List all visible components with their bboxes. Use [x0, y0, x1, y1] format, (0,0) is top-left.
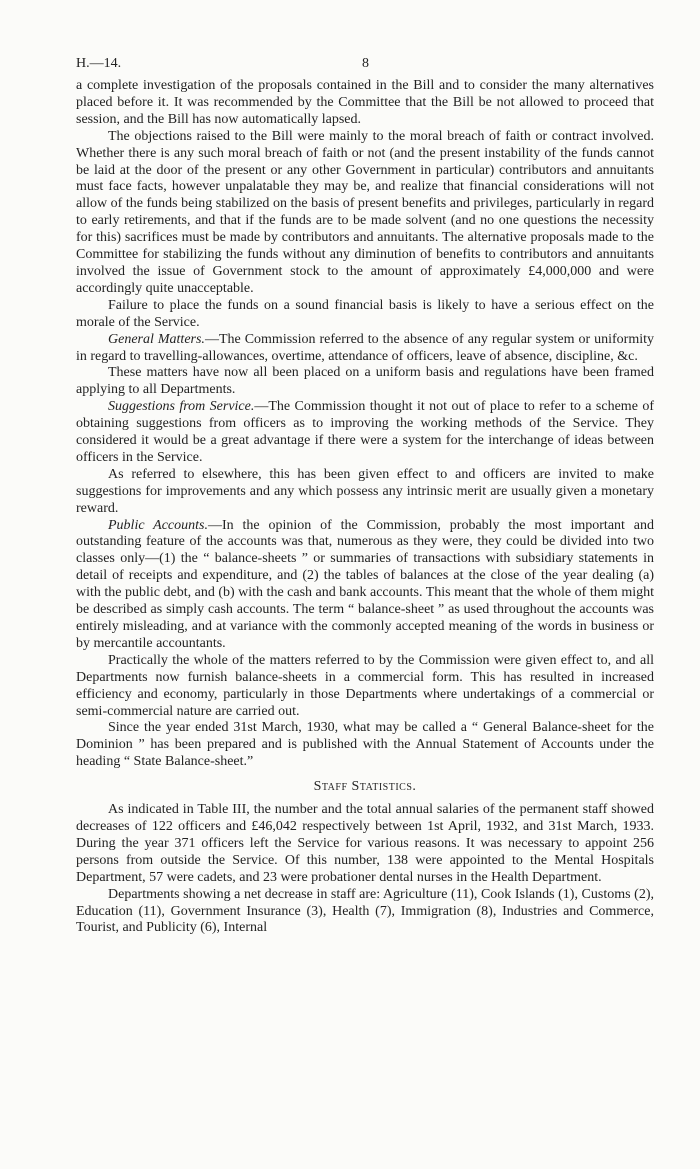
paragraph: As indicated in Table III, the number and the total annual salaries of the permanent staff showed decreases of 122 officers and £46,042 respectively between 1st April, 1932, and 31st March, 1933. During the year 371 officers left the Service for various reasons. It was necessary to appoint 256 persons from outside the Service. Of this number, 138 were appointed to the Mental Hospitals Department, 57 were cadets, and 23 were probationer dental nurses in the Health Department.: [76, 802, 654, 885]
paragraph: The objections raised to the Bill were mainly to the moral breach of faith or contract involved. Whether there is any such moral breach of faith or not (and the present instability of the funds cannot be laid at the door of the present or any other Government in particular) contributors and annuitants must face facts, however unpalatable they may be, and realize that financial considerations will not allow of the funds being stabilized on the basis of present benefits and privileges, particularly in regard to early retirements, and that if the funds are to be made solvent (and no one questions the necessity for this) sacrifices must be made by contributors and annuitants. The alternative proposals made to the Committee for stabilizing the funds without any diminution of benefits to contributors and annuitants involved the issue of Government stock to the amount of approximately £4,000,000 and were accordingly quite unacceptable.: [76, 128, 654, 296]
run-in-heading: Suggestions from Service.: [108, 399, 255, 415]
paragraph: [76, 518, 654, 653]
paragraph: Since the year ended 31st March, 1930, what may be called a “ General Balance-sheet for the Dominion ” has been prepared and is published with the Annual Statement of Accounts under the heading “ State Balance-sheet.”: [76, 720, 654, 770]
paragraph: These matters have now all been placed on a uniform basis and regulations have been framed applying to all Departments.: [76, 365, 654, 398]
section-heading: Staff Statistics.: [313, 779, 417, 795]
paragraph: Failure to place the funds on a sound financial basis is likely to have a serious effect on the morale of the Service.: [76, 297, 654, 330]
paragraph-text: —The Commission referred to the absence of any regular system or uniformity in regard to travelling-allowances, overtime, attendance of officers, leave of absence, discipline, &c.: [76, 331, 654, 364]
body-text: [76, 78, 654, 937]
paragraph: [76, 332, 654, 366]
run-in-heading: Public Accounts.: [108, 517, 208, 533]
paragraph: As referred to elsewhere, this has been given effect to and officers are invited to make suggestions for improvements and any which possess any intrinsic merit are usually given a monetary reward.: [76, 466, 654, 516]
page-header: [76, 56, 644, 76]
paragraph: Departments showing a net decrease in staff are: Agriculture (11), Cook Islands (1), Customs (2), Education (11), Government Insurance (3), Health (7), Immigration (8), Industries and Commerce, Tourist, and Publicity (6), Internal: [76, 886, 654, 936]
paragraph: a complete investigation of the proposals contained in the Bill and to consider the many alternatives placed before it. It was recommended by the Committee that the Bill be not allowed to proceed that session, and the Bill has now automatically lapsed.: [76, 78, 654, 127]
paragraph: [76, 399, 654, 467]
paragraph: Practically the whole of the matters referred to by the Commission were given effect to, and all Departments now furnish balance-sheets in a commercial form. This has resulted in increased efficiency and economy, particularly in those Departments where undertakings of a commercial or semi-commercial nature are carried out.: [76, 652, 654, 719]
run-in-heading: General Matters.: [108, 331, 205, 347]
paragraph-text: —The Commission thought it not out of place to refer to a scheme of obtaining suggestions from officers as to improving the working methods of the Service. They considered it would be a great advantage if there were a system for the interchange of ideas between officers in the Service.: [76, 399, 654, 465]
page-number: 8: [362, 56, 369, 71]
paragraph-text: —In the opinion of the Commission, probably the most important and outstanding feature of the accounts was that, numerous as they were, they could be divided into two classes only—(1) the “ balance-sheets ” or summaries of transactions with subsidiary statements in detail of receipts and expenditure, and (2) the tables of balances at the close of the year dealing (a) with the public debt, and (b) with the cash and bank accounts. This meant that the whole of them might be described as simply cash accounts. The term “ balance-sheet ” as used throughout the accounts was entirely misleading, and at variance with the commonly accepted meaning of the words in business or by mercantile accountants.: [76, 517, 654, 651]
document-reference: H.—14.: [76, 56, 122, 71]
